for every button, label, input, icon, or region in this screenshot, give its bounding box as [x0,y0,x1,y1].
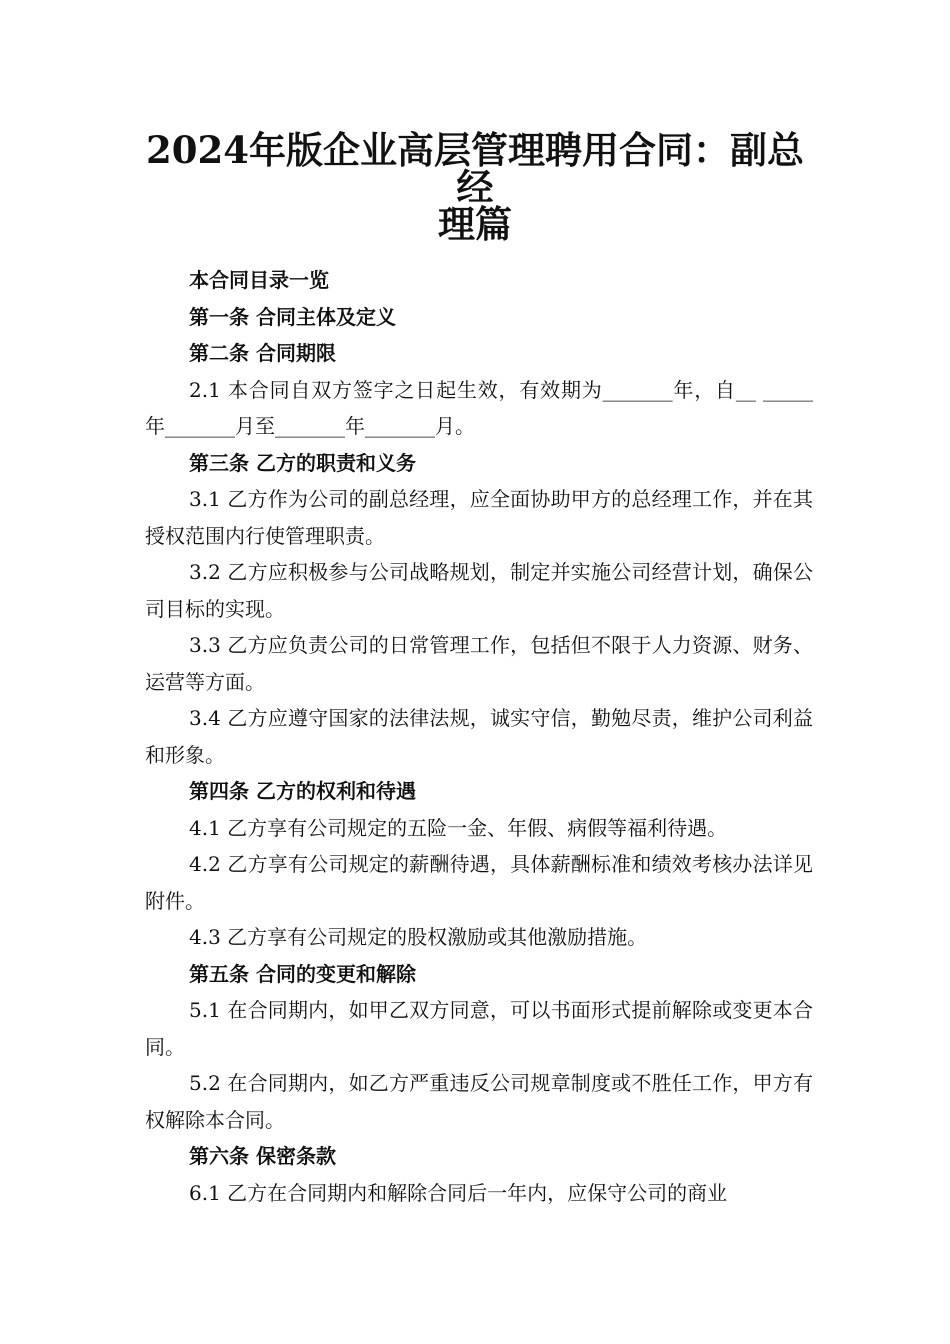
clause-4-3: 4.3 乙方享有公司规定的股权激励或其他激励措施。 [189,925,648,949]
clause-4-1: 4.1 乙方享有公司规定的五险一金、年假、病假等福利待遇。 [189,815,728,840]
document-body [145,262,813,1211]
article-4-heading: 第四条 乙方的权利和待遇 [189,779,416,803]
clause-3-1: 3.1 乙方作为公司的副总经理，应全面协助甲方的总经理工作，并在其授权范围内行使管理职责。 [145,487,813,548]
clause-2-1: 2.1 本合同自双方签字之日起生效，有效期为_______年，自__ _____年_______月至_______年_______月。 [145,377,813,438]
clause-4-2: 4.2 乙方享有公司规定的薪酬待遇，具体薪酬标准和绩效考核办法详见附件。 [145,852,813,913]
clause-3-3: 3.3 乙方应负责公司的日常管理工作，包括但不限于人力资源、财务、运营等方面。 [145,633,813,694]
clause-5-1: 5.1 在合同期内，如甲乙双方同意，可以书面形式提前解除或变更本合同。 [145,998,813,1059]
article-2-heading: 第二条 合同期限 [189,341,336,365]
article-1-heading: 第一条 合同主体及定义 [189,304,396,329]
article-6-heading: 第六条 保密条款 [189,1144,336,1168]
article-5-heading: 第五条 合同的变更和解除 [189,961,416,986]
article-3-heading: 第三条 乙方的职责和义务 [189,450,416,475]
clause-3-2: 3.2 乙方应积极参与公司战略规划，制定并实施公司经营计划，确保公司目标的实现。 [145,560,813,621]
clause-5-2: 5.2 在合同期内，如乙方严重违反公司规章制度或不胜任工作，甲方有权解除本合同。 [145,1071,813,1132]
toc-heading: 本合同目录一览 [189,268,329,292]
clause-3-4: 3.4 乙方应遵守国家的法律法规，诚实守信，勤勉尽责，维护公司利益和形象。 [145,706,813,767]
clause-6-1: 6.1 乙方在合同期内和解除合同后一年内，应保守公司的商业 [189,1180,728,1205]
document-title-line-1: 2024年版企业高层管理聘用合同：副总经 [146,128,804,209]
document-title-line-2: 理篇 [438,202,512,246]
